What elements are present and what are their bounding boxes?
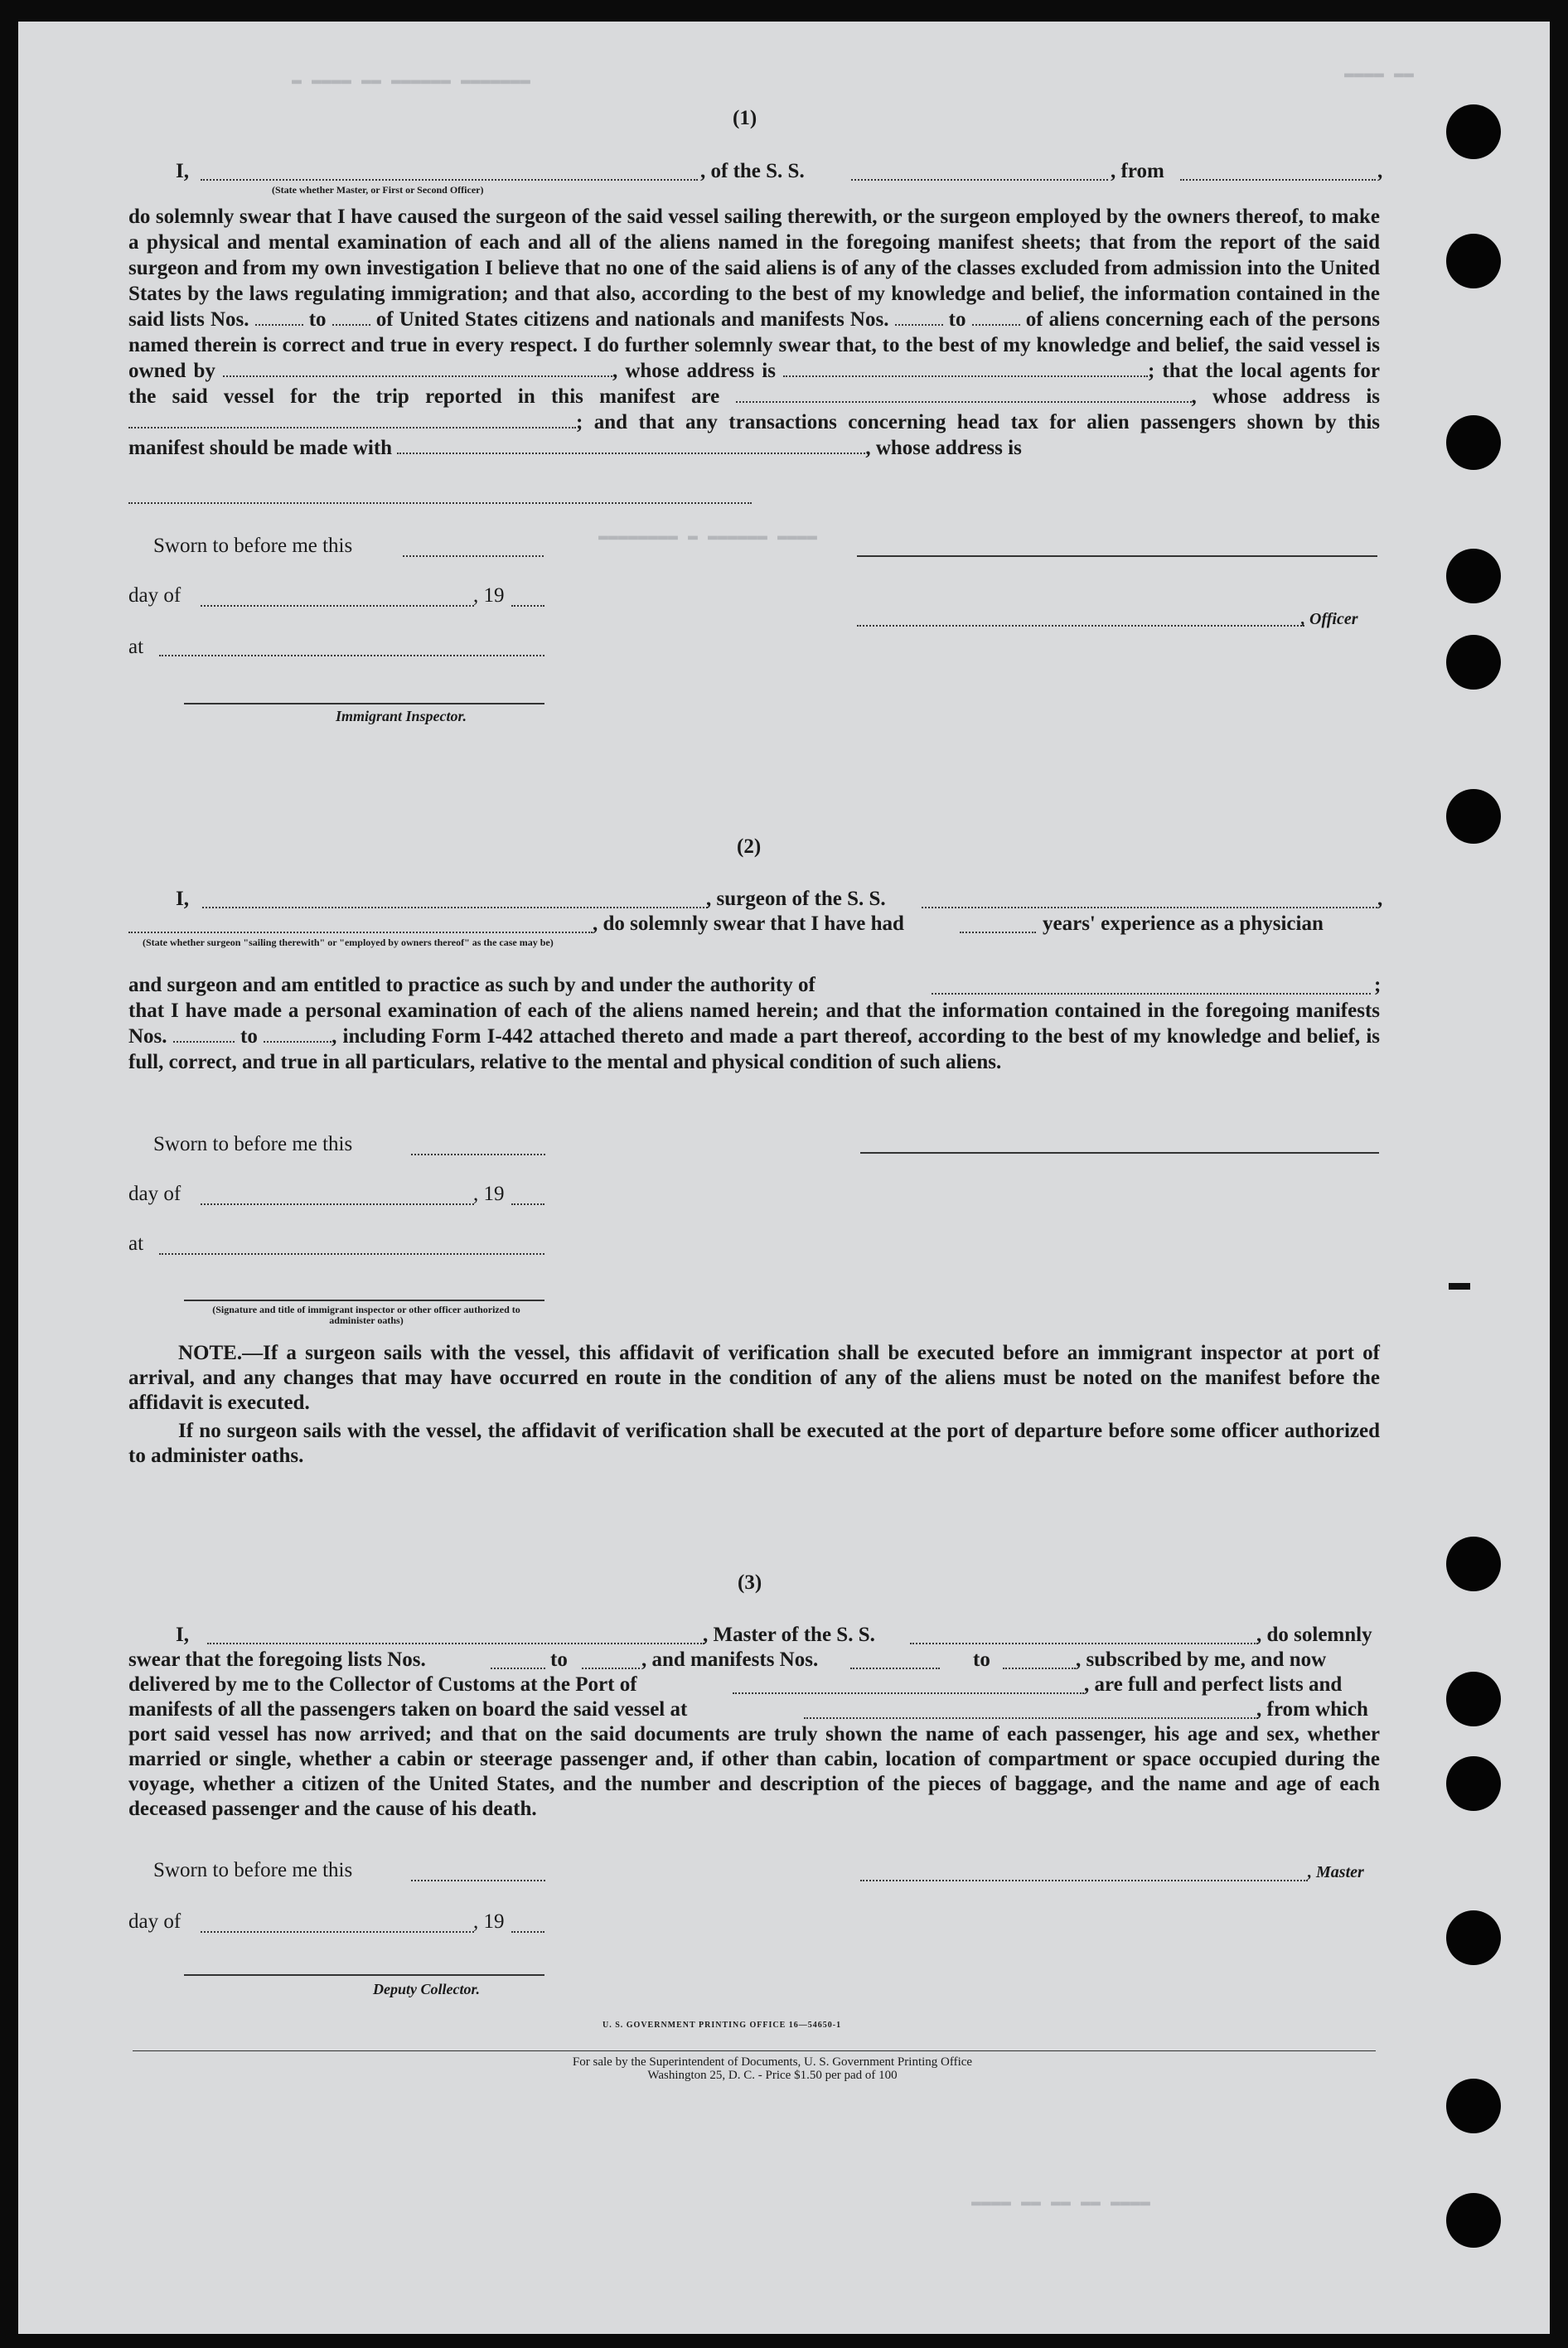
lists-label: swear that the foregoing lists Nos. [128, 1648, 426, 1671]
master-name-field[interactable] [207, 1643, 704, 1644]
from-label: , from [1111, 160, 1164, 182]
punch-hole-icon [1446, 234, 1501, 288]
comma: , [1191, 385, 1197, 408]
lists-from-field-3[interactable] [491, 1668, 545, 1669]
section1-text-6: ; and that any transactions concerning head tax for alien passengers shown by this manifest should be made with [128, 411, 1380, 459]
officer-caption: (State whether Master, or First or Second Officer) [272, 184, 484, 196]
comma: , [1377, 160, 1383, 182]
of-ss-label: , of the S. S. [700, 160, 805, 182]
to-label: to [973, 1648, 990, 1671]
manifests-from-field-2[interactable] [173, 1024, 235, 1043]
punch-hole-icon [1446, 104, 1501, 159]
to-label: to [308, 308, 327, 331]
day-of-label: day of [128, 584, 181, 607]
at-label: at [128, 1232, 144, 1255]
punch-hole-icon [1446, 2193, 1501, 2248]
solemnly-label: , do solemnly [1256, 1624, 1372, 1646]
year-label: , 19 [473, 584, 505, 607]
section1-paragraph [128, 204, 1380, 461]
section-heading-1: (1) [733, 107, 757, 129]
surgeon-signature-line[interactable] [860, 1152, 1379, 1154]
day-of-field-2[interactable] [201, 1203, 474, 1205]
surgeon-vessel-field[interactable] [922, 907, 1377, 908]
to-label: to [948, 308, 966, 331]
year-field-2[interactable] [511, 1203, 544, 1205]
section-heading-2: (2) [737, 835, 762, 858]
day-of-label: day of [128, 1183, 181, 1205]
bleed-through-text: ▬ ▬▬▬▬ ▬▬ ▬▬▬▬▬▬ ▬▬▬▬▬▬▬ [292, 71, 531, 90]
surgeon-name-field[interactable] [202, 907, 708, 908]
manifests-to-field-2[interactable] [264, 1024, 332, 1043]
sworn-date-field-3[interactable] [411, 1880, 545, 1881]
margin-mark [1449, 1283, 1470, 1290]
day-of-field-3[interactable] [201, 1931, 474, 1933]
whose-address-label: , whose address is [612, 360, 776, 382]
lists-to-field[interactable] [332, 307, 370, 326]
section-heading-3: (3) [738, 1571, 762, 1594]
punch-hole-icon [1446, 1672, 1501, 1726]
inspector-signature-line[interactable] [184, 703, 544, 704]
section2-paragraph [128, 998, 1380, 1075]
affiant-label: I, [176, 160, 189, 182]
owner-address-field[interactable] [783, 359, 1148, 377]
note-text-1: —If a surgeon sails with the vessel, this affidavit of verification shall be executed before an immigrant inspector at port of arrival, and any changes that may have occurred en route in the condition of any of the aliens must be noted on the manifest before the affidavit is executed. [128, 1342, 1380, 1414]
head-tax-address-field[interactable] [128, 502, 752, 504]
officer-title-field[interactable] [857, 625, 1304, 627]
owner-field[interactable] [223, 359, 612, 377]
local-agents-field[interactable] [736, 385, 1192, 403]
master-vessel-field[interactable] [910, 1643, 1258, 1644]
from-port-field[interactable] [1180, 179, 1376, 181]
affiant-label: I, [176, 888, 189, 910]
surgeon-of-label: , surgeon of the S. S. [706, 888, 886, 910]
day-of-label: day of [128, 1910, 181, 1933]
section1-text-1: do solemnly swear that I have caused the surgeon of the said vessel sailing therewith, or the surgeon employed by the owners thereof, to make a physical and mental examination of each and all of the aliens named in the foregoing manifest sheets; that from the report of the said surgeon and from my own investigation I believe that no one of the said aliens is of any of the classes excluded from admission into the United States by the laws regulating immigration; and that also, according to the best of my knowledge and belief, the information contained in the said lists Nos. [128, 206, 1380, 331]
subscribed-label: , subscribed by me, and now [1076, 1648, 1327, 1671]
section2-text-2: that I have made a personal examination of each of the aliens named herein; and that the information contained in the foregoing manifests Nos. [128, 1000, 1380, 1048]
section1-text-4: that the local agents for the said vessel for the trip reported in this manifest are [128, 360, 1381, 408]
officer-name-field[interactable] [201, 179, 698, 181]
years-experience-field[interactable] [960, 932, 1036, 933]
authority-field[interactable] [932, 993, 1371, 995]
section1-text-5: whose address is [1212, 385, 1380, 408]
authority-label: and surgeon and am entitled to practice as such by and under the authority of [128, 974, 815, 996]
year-field-3[interactable] [511, 1931, 544, 1933]
lists-to-field-3[interactable] [582, 1668, 640, 1669]
punch-hole-icon [1446, 549, 1501, 603]
note-paragraph [128, 1341, 1380, 1416]
master-label: , Master [1308, 1863, 1364, 1881]
at-place-field[interactable] [159, 655, 544, 656]
bleed-through-text: ▬▬▬▬▬▬▬▬ ▬ ▬▬▬▬▬▬ ▬▬▬▬ [598, 527, 818, 546]
vessel-name-field[interactable] [851, 179, 1108, 181]
authorized-signature-line[interactable] [184, 1300, 544, 1301]
year-label: , 19 [473, 1183, 505, 1205]
delivered-label: delivered by me to the Collector of Customs at the Port of [128, 1673, 637, 1696]
note-text-2: If no surgeon sails with the vessel, the affidavit of verification shall be executed at the port of departure before some officer authorized to administer oaths. [128, 1420, 1380, 1467]
at-place-field-2[interactable] [159, 1253, 544, 1255]
punch-hole-icon [1446, 2079, 1501, 2133]
surgeon-status-field[interactable] [128, 932, 593, 933]
sworn-date-field[interactable] [403, 555, 544, 557]
sale-line-1: For sale by the Superintendent of Documents, U. S. Government Printing Office [572, 2055, 973, 2069]
officer-label: , Officer [1301, 610, 1358, 628]
punch-hole-icon [1446, 635, 1501, 690]
sworn-date-field-2[interactable] [411, 1154, 545, 1155]
manifests-label: , and manifests Nos. [641, 1648, 819, 1671]
year-label: , 19 [473, 1910, 505, 1933]
deputy-collector-label: Deputy Collector. [373, 1981, 480, 1997]
affiant-label: I, [176, 1624, 189, 1646]
section3-text-4: port said vessel has now arrived; and that on the said documents are truly shown the name of each passenger, his age and sex, whether married or single, whether a cabin or steerage passenger and, if other than cabin, location of compartment or space occupied during the voyage, whether a citizen of the United States, and the number and description of the pieces of baggage, and the name and age of each deceased passenger and the cause of his death. [128, 1723, 1380, 1820]
master-signature-field[interactable] [860, 1880, 1308, 1881]
day-of-field[interactable] [201, 605, 474, 607]
punch-hole-icon [1446, 1756, 1501, 1811]
manifests-from-field[interactable] [895, 307, 943, 326]
lists-from-field[interactable] [255, 307, 303, 326]
semicolon: ; [1148, 360, 1155, 382]
gpo-imprint: U. S. GOVERNMENT PRINTING OFFICE 16—54650-1 [603, 2021, 842, 2030]
to-label: to [240, 1025, 258, 1048]
head-tax-contact-field[interactable] [397, 436, 865, 454]
full-lists-label: , are full and perfect lists and [1084, 1673, 1343, 1696]
punch-hole-icon [1446, 789, 1501, 844]
manifests-to-field[interactable] [972, 307, 1020, 326]
section1-text-3: of aliens concerning each of the persons named therein is correct and true in every respect. I do further solemnly swear that, to the best of my knowledge and belief, the said vessel is owned by [128, 308, 1381, 382]
taken-label: manifests of all the passengers taken on board the said vessel at [128, 1698, 688, 1721]
at-label: at [128, 636, 144, 658]
comma: , [1377, 888, 1383, 910]
officer-signature-line[interactable] [857, 555, 1377, 557]
surgeon-caption: (State whether surgeon "sailing therewith" or "employed by owners thereof" as the case may be) [143, 937, 554, 948]
manifest-affidavit-page [18, 22, 1550, 2334]
semicolon: ; [1374, 974, 1382, 996]
sworn-label: Sworn to before me this [153, 1859, 353, 1881]
year-field[interactable] [511, 605, 544, 607]
embarkation-port-field[interactable] [804, 1717, 1258, 1719]
to-label: to [550, 1648, 568, 1671]
note-paragraph-2 [128, 1419, 1380, 1469]
port-field[interactable] [733, 1692, 1084, 1694]
bleed-through-text: ▬▬▬▬ ▬▬ [1344, 65, 1415, 84]
sworn-label: Sworn to before me this [153, 1133, 353, 1155]
experience-label: years' experience as a physician [1043, 913, 1324, 935]
footer-divider [133, 2050, 1376, 2051]
bleed-through-text: ▬▬▬▬ ▬▬ ▬▬ ▬▬ ▬▬▬▬ [971, 2193, 1151, 2212]
manifests-to-field-3[interactable] [1003, 1668, 1076, 1669]
section1-text-7: , whose address is [865, 437, 1022, 459]
section2-text-3: , including Form I-442 attached thereto and made a part thereof, according to the best of my knowledge and belief, is full, correct, and true in all particulars, relative to the mental and physical condition of such aliens. [128, 1025, 1381, 1073]
agents-address-field[interactable] [128, 410, 576, 428]
note-label: NOTE. [178, 1342, 243, 1364]
sworn-label: Sworn to before me this [153, 535, 353, 557]
punch-hole-icon [1446, 415, 1501, 470]
inspector-label: Immigrant Inspector. [336, 708, 467, 724]
sale-line-2: Washington 25, D. C. - Price $1.50 per pad of 100 [647, 2069, 898, 2082]
master-of-label: , Master of the S. S. [703, 1624, 875, 1646]
from-which-label: , from which [1256, 1698, 1368, 1721]
manifests-from-field-3[interactable] [850, 1668, 940, 1669]
deputy-signature-line[interactable] [184, 1974, 544, 1976]
section1-text-2: of United States citizens and nationals and manifests Nos. [375, 308, 889, 331]
punch-hole-icon [1446, 1910, 1501, 1965]
authorized-signature-caption: (Signature and title of immigrant inspector or other officer authorized to administer oaths) [212, 1304, 520, 1326]
punch-hole-icon [1446, 1537, 1501, 1591]
swear-label: , do solemnly swear that I have had [593, 913, 904, 935]
section3-paragraph [128, 1722, 1380, 1822]
